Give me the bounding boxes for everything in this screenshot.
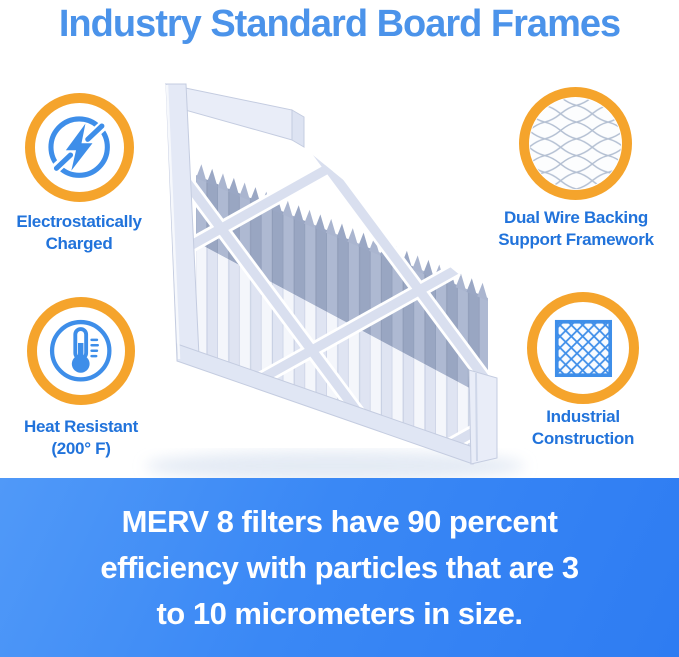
endcap-shade [476, 373, 477, 461]
feature-label-line: Support Framework [498, 230, 654, 249]
feature-badge [519, 87, 632, 200]
thermometer-icon [42, 312, 119, 389]
feature-label [0, 211, 169, 255]
feature-label [0, 416, 171, 460]
feature-badge [27, 297, 135, 405]
page-title: Industry Standard Board Frames [58, 3, 621, 45]
banner-line: to 10 micrometers in size. [156, 595, 523, 631]
feature-badge [527, 292, 639, 404]
feature-label-line: Heat Resistant [24, 417, 138, 436]
diamond-lattice-icon [543, 308, 624, 389]
lightning-bolt-icon [40, 108, 118, 186]
wire-mesh-icon [529, 97, 622, 190]
feature-label [473, 207, 679, 251]
feature-label-line: Dual Wire Backing [503, 208, 648, 227]
feature-label [493, 406, 673, 450]
merv-info-banner [0, 478, 679, 657]
banner-line: MERV 8 filters have 90 percent [121, 503, 558, 539]
banner-line: efficiency with particles that are 3 [100, 549, 579, 585]
feature-label-line: Industrial [546, 407, 620, 426]
feature-label-line: (200° F) [51, 439, 111, 458]
feature-label-line: Electrostatically [16, 212, 142, 231]
feature-label-line: Charged [45, 234, 113, 253]
feature-label-line: Construction [531, 429, 635, 448]
feature-badge [25, 93, 134, 202]
